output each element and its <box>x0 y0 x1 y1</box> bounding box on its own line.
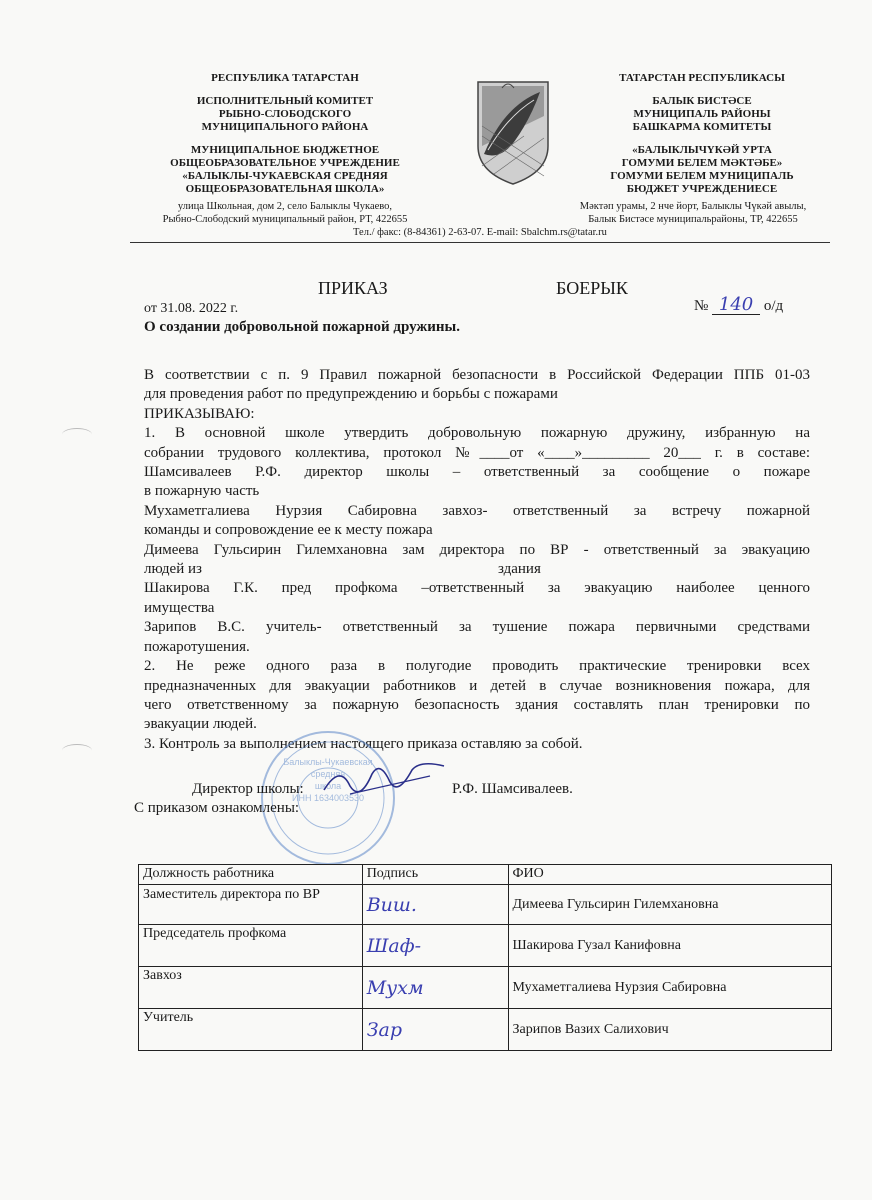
header-position: Должность работника <box>139 865 363 885</box>
resp4-line2: имущества <box>144 599 215 616</box>
order-subject: О создании добровольной пожарной дружины. <box>144 319 461 335</box>
school-ru-1: МУНИЦИПАЛЬНОЕ БЮДЖЕТНОЕ <box>190 144 380 156</box>
number-suffix: о/д <box>763 298 784 314</box>
resp3-line2b: здания <box>497 561 541 578</box>
school-tt-2: ГОМУМИ БЕЛЕМ МӘКТӘБЕ» <box>621 157 783 169</box>
address-tt-2: Балык Бистәсе муниципальрайоны, ТР, 422655 <box>588 214 798 225</box>
scan-mark <box>62 744 92 757</box>
table-header-row <box>139 865 832 885</box>
shield-emblem-icon <box>474 76 552 188</box>
row-signature: Виш. <box>362 885 508 925</box>
row-name: Зарипов Вазих Салихович <box>508 1009 832 1051</box>
order-title-tt: БОЕРЫК <box>556 278 628 298</box>
item2-line1: 2. Не реже одного раза в полугодие проводить практические тренировки всех <box>144 658 810 675</box>
stamp-line-4: ИНН 1634003530 <box>291 793 365 803</box>
resp3-line2a: людей из <box>144 561 202 578</box>
row-name: Димеева Гульсирин Гилемхановна <box>508 885 832 925</box>
address-tt <box>548 200 838 226</box>
header-divider <box>130 242 830 243</box>
table-row <box>139 1009 832 1051</box>
item1-line2: собрании трудового коллектива, протокол №____от «____»_________ 20___ г. в составе: <box>144 444 810 461</box>
contacts: Тел./ факс: (8-84361) 2-63-07. E-mail: Sbalchm.rs@tatar.ru <box>353 227 607 238</box>
item1-line1: 1. В основной школе утвердить добровольную пожарную дружину, избранную на <box>144 425 810 442</box>
number-prefix: № <box>694 298 709 314</box>
resp1-line1: Шамсивалеев Р.Ф. директор школы – ответственный за сообщение о пожаре <box>144 464 810 481</box>
director-signature-mark <box>320 756 450 811</box>
row-position: Завхоз <box>139 967 363 1009</box>
school-ru-2: ОБЩЕОБРАЗОВАТЕЛЬНОЕ УЧРЕЖДЕНИЕ <box>170 157 400 169</box>
stamp-line-3: школа <box>314 781 342 791</box>
table-row <box>139 925 832 967</box>
row-signature: Шаф- <box>362 925 508 967</box>
address-tt-1: Мәктәп урамы, 2 нче йорт, Балыклы Чүкәй авылы, <box>579 201 807 212</box>
resp3-line1: Димеева Гульсирин Гилемхановна зам директора по ВР - ответственный за эвакуацию <box>144 541 810 558</box>
school-tt-3: ГОМУМИ БЕЛЕМ МУНИЦИПАЛЬ <box>610 170 794 182</box>
order-number-value: 140 <box>712 296 760 315</box>
address-ru-2: Рыбно-Слободский муниципальный район, РТ, 422655 <box>162 214 408 225</box>
p1-line1: В соответствии с п. 9 Правил пожарной безопасности в Российской Федерации ППБ 01-03 <box>144 367 810 383</box>
address-ru <box>140 200 430 226</box>
republic-ru: РЕСПУБЛИКА ТАТАРСТАН <box>211 72 359 84</box>
republic-tt: ТАТАРСТАН РЕСПУБЛИКАСЫ <box>619 72 785 84</box>
order-title-ru: ПРИКАЗ <box>318 278 388 298</box>
item2-line3: чего ответственному за пожарную безопасность здания составлять план тренировки по <box>144 696 810 713</box>
item2-line4: эвакуации людей. <box>144 716 257 733</box>
committee-ru-2: РЫБНО-СЛОБОДСКОГО <box>218 108 352 120</box>
address-ru-1: улица Школьная, дом 2, село Балыклы Чукаево, <box>177 201 393 212</box>
item3: 3. Контроль за выполнением настоящего приказа оставляю за собой. <box>144 735 583 752</box>
table-row <box>139 967 832 1009</box>
header-name: ФИО <box>508 865 832 885</box>
resp3-line2 <box>144 560 810 579</box>
row-position: Учитель <box>139 1009 363 1051</box>
school-ru-3: «БАЛЫКЛЫ-ЧУКАЕВСКАЯ СРЕДНЯЯ <box>182 170 388 182</box>
row-signature: Мухм <box>362 967 508 1009</box>
decree: ПРИКАЗЫВАЮ: <box>144 405 255 422</box>
resp1-line2: в пожарную часть <box>144 483 260 500</box>
order-body <box>144 366 810 754</box>
director-signature-icon <box>320 756 450 806</box>
school-ru-4: ОБЩЕОБРАЗОВАТЕЛЬНАЯ ШКОЛА» <box>185 183 385 195</box>
director-label: Директор школы: <box>192 781 304 797</box>
item2-line2: предназначенных для эвакуации работников и детей в случае возникновения пожара, для <box>144 677 810 694</box>
p1-line2: для проведения работ по предупреждению и борьбы с пожарами <box>144 386 558 403</box>
director-name: Р.Ф. Шамсивалеев. <box>452 781 573 797</box>
school-tt-4: БЮДЖЕТ УЧРЕЖДЕНИЕСЕ <box>626 183 778 195</box>
committee-tt-1: БАЛЫК БИСТӘСЕ <box>652 95 752 107</box>
stamp-line-1: Балыклы-Чукаевская <box>283 757 373 767</box>
header-left <box>140 72 430 196</box>
resp4-line1: Шакирова Г.К. пред профкома –ответственный за эвакуацию наиболее ценного <box>144 580 810 597</box>
row-signature: Зар <box>362 1009 508 1051</box>
committee-ru-1: ИСПОЛНИТЕЛЬНЫЙ КОМИТЕТ <box>196 95 374 107</box>
row-name: Шакирова Гузал Канифовна <box>508 925 832 967</box>
table-row <box>139 885 832 925</box>
committee-ru-3: МУНИЦИПАЛЬНОГО РАЙОНА <box>201 121 369 133</box>
row-position: Заместитель директора по ВР <box>139 885 363 925</box>
order-number <box>694 296 783 316</box>
acquaintance-table <box>138 864 832 1051</box>
stamp-line-2: средняя <box>310 769 346 779</box>
committee-tt-3: БАШКАРМА КОМИТЕТЫ <box>632 121 772 133</box>
header-signature: Подпись <box>362 865 508 885</box>
coat-of-arms-emblem <box>474 76 552 188</box>
header-right <box>572 72 832 196</box>
resp2-line2: команды и сопровождение ее к месту пожара <box>144 522 433 539</box>
committee-tt-2: МУНИЦИПАЛЬ РАЙОНЫ <box>633 108 771 120</box>
row-position: Председатель профкома <box>139 925 363 967</box>
order-date: от 31.08. 2022 г. <box>144 301 239 316</box>
scan-mark <box>62 428 92 441</box>
school-tt-1: «БАЛЫКЛЫЧҮКӘЙ УРТА <box>632 144 772 156</box>
resp5-line1: Зарипов В.С. учитель- ответственный за тушение пожара первичными средствами <box>144 619 810 636</box>
row-name: Мухаметгалиева Нурзия Сабировна <box>508 967 832 1009</box>
acquainted-label: С приказом ознакомлены: <box>134 800 300 816</box>
resp5-line2: пожаротушения. <box>144 638 250 655</box>
resp2-line1: Мухаметгалиева Нурзия Сабировна завхоз- ответственный за встречу пожарной <box>144 502 810 519</box>
